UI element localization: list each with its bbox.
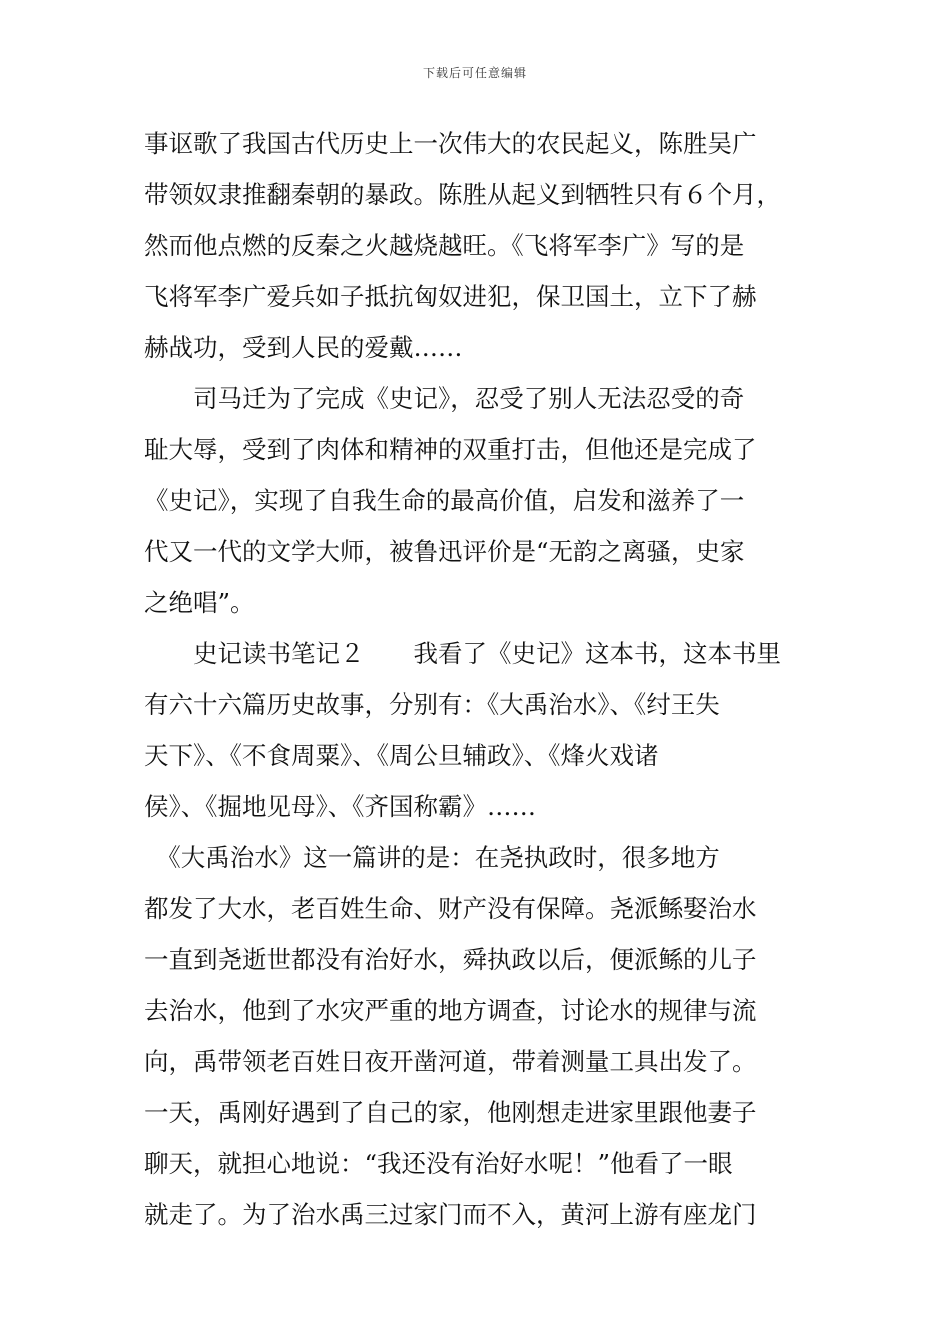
text-line: 侯》、《掘地见母》、《齐国称霸》…… xyxy=(144,792,536,821)
text-line: 史记读书笔记２ 我看了《史记》这本书，这本书里 xyxy=(144,639,781,668)
page-header: 下载后可任意编辑 xyxy=(422,66,527,80)
text-line: 一直到尧逝世都没有治好水，舜执政以后，便派鲧的儿子 xyxy=(144,945,757,974)
text-line: 然而他点燃的反秦之火越烧越旺。《飞将军李广》写的是 xyxy=(144,231,745,260)
text-line: 《史记》，实现了自我生命的最高价值，启发和滋养了一 xyxy=(144,486,745,515)
document-body xyxy=(144,126,806,1248)
text-line: 一天，禹刚好遇到了自己的家，他刚想走进家里跟他妻子 xyxy=(144,1098,757,1127)
text-line: 飞将军李广爱兵如子抵抗匈奴进犯，保卫国土，立下了赫 xyxy=(144,282,757,311)
text-line: 之绝唱”。 xyxy=(144,588,255,617)
text-line: 事讴歌了我国古代历史上一次伟大的农民起义，陈胜吴广 xyxy=(144,129,757,158)
text-line: 代又一代的文学大师，被鲁迅评价是“无韵之离骚，史家 xyxy=(144,537,745,566)
text-line: 向，禹带领老百姓日夜开凿河道，带着测量工具出发了。 xyxy=(144,1047,757,1076)
text-line: 都发了大水，老百姓生命、财产没有保障。尧派鲧娶治水 xyxy=(144,894,757,923)
text-line: 聊天，就担心地说：“我还没有治好水呢！”他看了一眼 xyxy=(144,1149,733,1178)
text-line: 耻大辱，受到了肉体和精神的双重打击，但他还是完成了 xyxy=(144,435,757,464)
text-line: 有六十六篇历史故事，分别有：《大禹治水》、《纣王失 xyxy=(144,690,720,719)
text-line: 去治水，他到了水灾严重的地方调查，讨论水的规律与流 xyxy=(144,996,757,1025)
text-line: 天下》、《不食周粟》、《周公旦辅政》、《烽火戏诸 xyxy=(144,741,659,770)
text-line: 带领奴隶推翻秦朝的暴政。陈胜从起义到牺牲只有６个月， xyxy=(144,180,781,209)
text-line: 就走了。为了治水禹三过家门而不入，黄河上游有座龙门 xyxy=(144,1200,757,1229)
text-line: 《大禹治水》这一篇讲的是：在尧执政时，很多地方 xyxy=(144,843,720,872)
text-line: 司马迁为了完成《史记》，忍受了别人无法忍受的奇 xyxy=(144,384,745,413)
text-line: 赫战功，受到人民的爱戴…… xyxy=(144,333,463,362)
